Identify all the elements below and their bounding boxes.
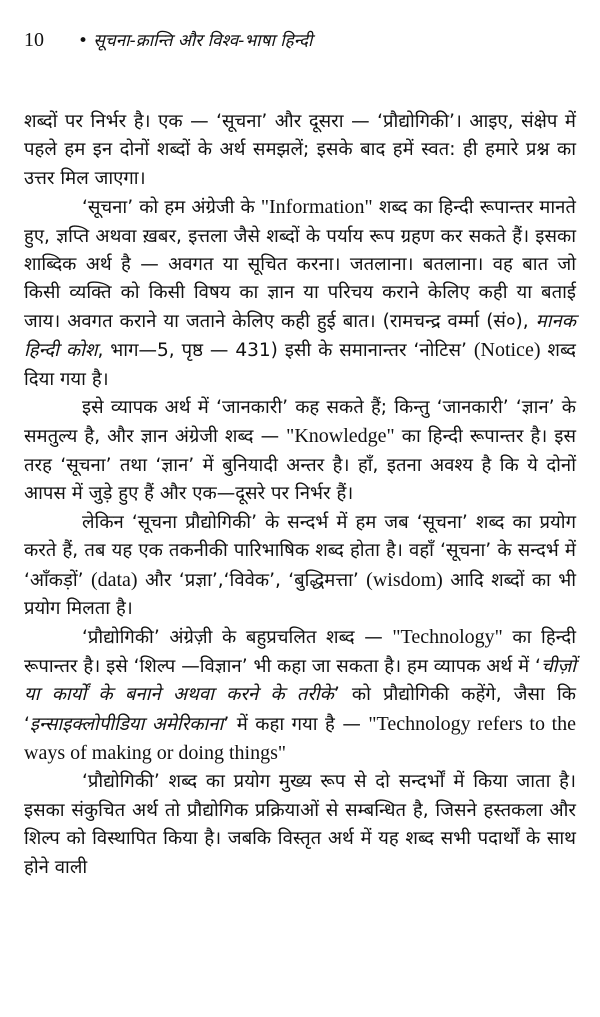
text-run: आदि शब्दों का भी प्रयोग मिलता है। xyxy=(24,569,576,619)
text-run: , भाग—5, पृष्ठ — 431) इसी के समानान्तर ‘नोटिस’ xyxy=(97,340,474,362)
text-run: ’ में कहा गया है — xyxy=(223,713,369,735)
paragraph-2 xyxy=(24,193,576,394)
italic-phrase: चीज़ों या कार्यों के बनाने अथवा करने के तरीके xyxy=(24,655,576,706)
english-term: "Technology" xyxy=(392,626,503,649)
text-run: ‘सूचना’ को हम अंग्रेजी के xyxy=(82,197,261,219)
running-title: • सूचना-क्रान्ति और विश्व-भाषा हिन्दी xyxy=(78,31,313,51)
text-run: इसे व्यापक अर्थ में ‘जानकारी’ कह सकते हैं; किन्तु ‘जानकारी’ ‘ज्ञान’ के समतुल्य है, और ज्ञान अंग्रेजी शब्द — xyxy=(24,397,576,448)
page-number: 10 xyxy=(24,29,44,51)
english-quote: "Technology refers to the ways of making or doing things" xyxy=(24,712,577,764)
text-run: का हिन्दी रूपान्तर है। इस तरह ‘सूचना’ तथा ‘ज्ञान’ में बुनियादी अन्तर है। हाँ, इतना अवश्य है कि ये दोनों आपस में जुड़े हुए हैं और एक—दूसरे पर निर्भर हैं। xyxy=(24,426,576,505)
text-run: ’ को प्रौद्योगिकी कहेंगे, जैसा कि ‘ xyxy=(24,684,577,735)
paragraph-5 xyxy=(24,623,576,768)
text-run: और ‘प्रज्ञा’,‘विवेक’, ‘बुद्धिमत्ता’ xyxy=(137,569,367,591)
english-term: (data) xyxy=(90,568,138,591)
citation-title: मानक हिन्दी कोश xyxy=(24,310,576,362)
text-run: लेकिन ‘सूचना प्रौद्योगिकी’ के सन्दर्भ में हम जब ‘सूचना’ शब्द का प्रयोग करते हैं, तब यह एक तकनीकी पारिभाषिक शब्द होता है। वहाँ ‘सूचना’ के सन्दर्भ में ‘आँकड़ों’ xyxy=(24,511,576,591)
english-term: (wisdom) xyxy=(366,568,443,591)
english-term: "Information" xyxy=(260,196,373,219)
paragraph-3 xyxy=(24,394,576,509)
english-term: (Notice) xyxy=(473,339,541,362)
text-run: शब्द का हिन्दी रूपान्तर मानते हुए, ज्ञप्ति अथवा ख़बर, इत्तला जैसे शब्दों के पर्याय रूप ग्रहण कर सकते हैं। इसका शाब्दिक अर्थ है — अवगत या सूचित करना। जतलाना। बतलाना। वह बात जो किसी व्यक्ति को किसी विषय का ज्ञान या परिचय कराने केलिए कही या बताई जाय। अवगत कराने या जताने केलिए कही हुई बात। (रामचन्द्र वर्म्मा (सं०), xyxy=(24,197,576,332)
body-text xyxy=(24,108,576,882)
paragraph-6 xyxy=(24,768,576,882)
text-run: ‘प्रौद्योगिकी’ अंग्रेज़ी के बहुप्रचलित शब्द — xyxy=(82,627,393,649)
text-run: का हिन्दी रूपान्तर है। इसे ‘शिल्प —विज्ञान’ भी कहा जा सकता है। हम व्यापक अर्थ में ‘ xyxy=(24,627,576,677)
page-header xyxy=(24,28,576,60)
text-run: शब्द दिया गया है। xyxy=(24,340,576,390)
text-run: ‘प्रौद्योगिकी’ शब्द का प्रयोग मुख्य रूप से दो सन्दर्भों में किया जाता है। इसका संकुचित अर्थ तो प्रौद्योगिक प्रक्रियाओं से सम्बन्धित है, जिसने हस्तकला और शिल्प को विस्थापित किया है। जबकि विस्तृत अर्थ में यह शब्द सभी पदार्थों के साथ होने वाली xyxy=(24,771,576,878)
citation-title: इन्साइक्लोपीडिया अमेरिकाना xyxy=(29,713,224,735)
text-run: शब्दों पर निर्भर है। एक — ‘सूचना’ और दूसरा — ‘प्रौद्योगिकी’। आइए, संक्षेप में पहले हम इन दोनों शब्दों के अर्थ समझलें; इसके बाद हमें स्वत: ही हमारे प्रश्न का उत्तर मिल जाएगा। xyxy=(24,111,576,189)
paragraph-1 xyxy=(24,108,576,193)
paragraph-4 xyxy=(24,509,576,624)
english-term: "Knowledge" xyxy=(286,425,395,448)
